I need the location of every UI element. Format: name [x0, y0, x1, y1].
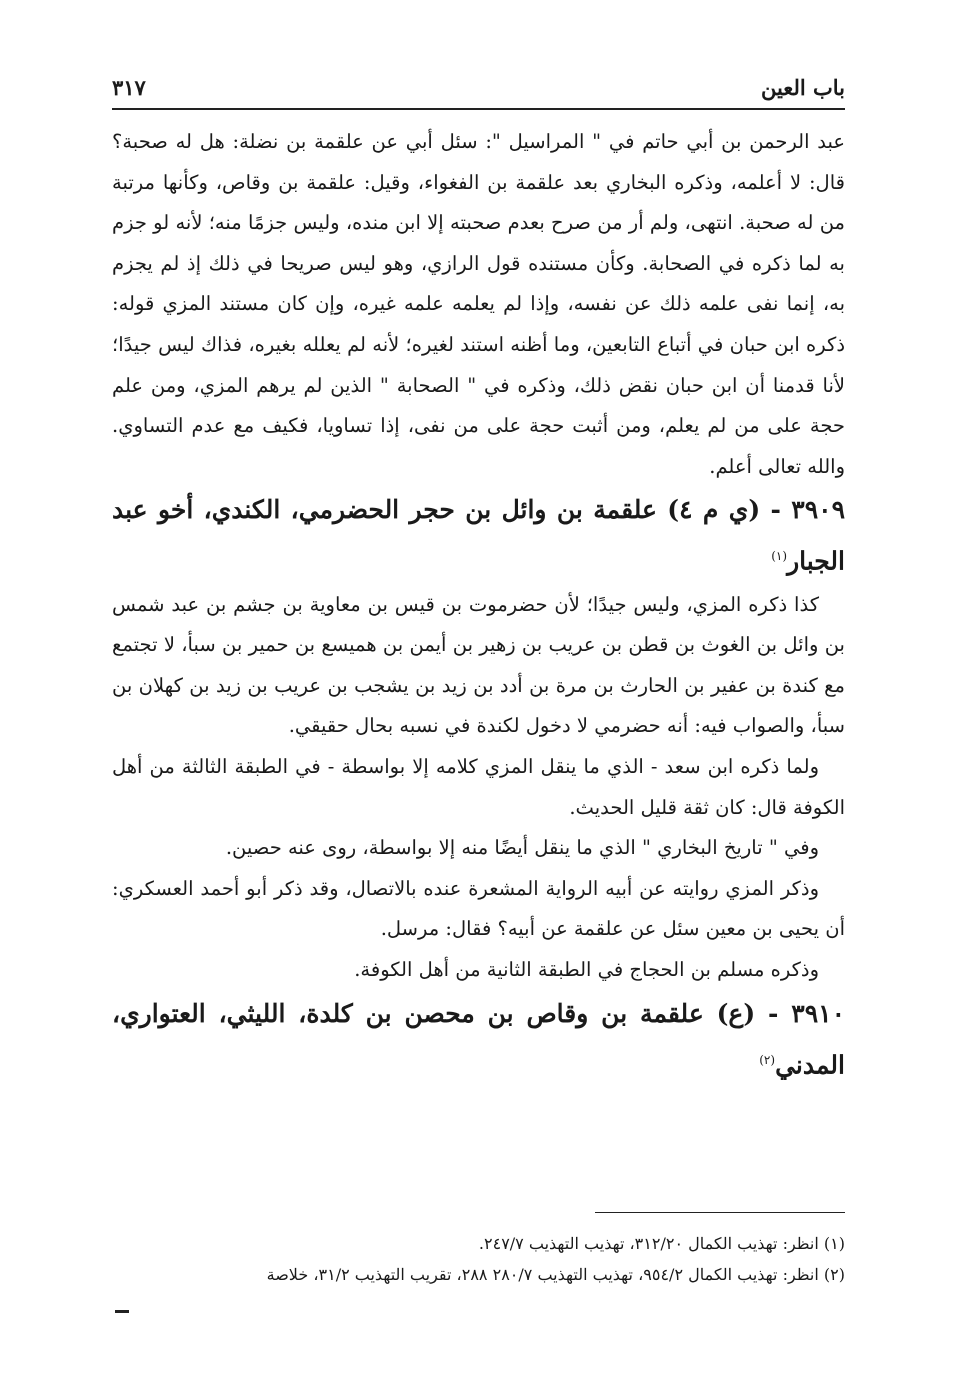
- paragraph-ibn-saad: ولما ذكره ابن سعد - الذي ما ينقل المزي كلامه إلا بواسطة - في الطبقة الثالثة من أهل الكوفة قال: كان ثقة قليل الحديث.: [112, 755, 845, 819]
- entry-heading-3910: [112, 991, 845, 1088]
- running-title: باب العين: [760, 74, 845, 100]
- page-header: [112, 66, 845, 110]
- footnote-ref[interactable]: (١): [771, 549, 788, 564]
- page-body: [112, 122, 845, 1088]
- entry-title: ٣٩١٠ - (ع) علقمة بن وقاص بن محصن بن كلدة، الليثي، العتواري، المدني: [112, 998, 845, 1079]
- footnote-ref[interactable]: (٢): [759, 1052, 776, 1067]
- entry-title: ٣٩٠٩ - (ي م ٤) علقمة بن وائل بن حجر الحضرمي، الكندي، أخو عبد الجبار: [112, 495, 845, 576]
- paragraph-muslim: وذكره مسلم بن الحجاج في الطبقة الثانية من أهل الكوفة.: [354, 958, 819, 982]
- footnotes: [112, 1228, 845, 1290]
- continuation-mark: [115, 1310, 129, 1313]
- paragraph-continuation: عبد الرحمن بن أبي حاتم في " المراسيل ": سئل أبي عن علقمة بن نضلة: هل له صحبة؟ قال: لا أعلمه، وذكره البخاري بعد علقمة بن الفغواء، وقيل: علقمة بن وقاص، وكأنها مرتبة من له صحبة. انتهى، ولم أر من صرح بعدم صحبته إلا ابن منده، وليس جزمًا منه؛ لأنه لو جزم به لما ذكره في الصحابة. وكأن مستنده قول الرازي، وهو ليس صريحا في ذلك إذ لم يجزم به، إنما نفى علمه ذلك عن نفسه، وإذا لم يعلمه علمه غيره، وإن كان مستند المزي قوله: ذكره ابن حبان في أتباع التابعين، وما أظنه استند لغيره؛ لأنه لم يعلله بغيره، فذاك ليس جيدًا؛ لأنا قدمنا أن ابن حبان نقض ذلك، وذكره في " الصحابة " الذين لم يرهم المزي، ومن علم حجة على من لم يعلم، ومن أثبت حجة على من نفى، إذا تساويا، فكيف مع عدم التساوي. والله تعالى أعلم.: [112, 130, 845, 478]
- page-number: ٣١٧: [112, 74, 146, 100]
- paragraph-bukhari-history: وفي " تاريخ البخاري " الذي ما ينقل أيضًا منه إلا بواسطة، روى عنه حصين.: [225, 836, 819, 860]
- footnote-2: (٢) انظر: تهذيب الكمال ٩٥٤/٢، تهذيب التهذيب ٢٨٠/٧ ٢٨٨، تقريب التهذيب ٣١/٢، خلاصة: [266, 1265, 845, 1284]
- paragraph-askari: وذكر المزي روايته عن أبيه الرواية المشعرة عنده بالاتصال، وقد ذكر أبو أحمد العسكري: أن يحيى بن معين سئل عن علقمة عن أبيه؟ فقال: مرسل.: [112, 876, 845, 941]
- footnote-1: (١) انظر: تهذيب الكمال ٣١٢/٢٠، تهذيب التهذيب ٢٤٧/٧.: [478, 1234, 845, 1253]
- footnote-separator: [595, 1212, 845, 1213]
- entry-heading-3909: [112, 487, 845, 584]
- paragraph-lineage: كذا ذكره المزي، وليس جيدًا؛ لأن حضرموت بن قيس بن معاوية بن جشم بن عبد شمس بن وائل بن الغوث بن قطن بن عريب بن زهير بن أيمن بن هميسع بن حمير بن سبأ، لا تجتمع مع كندة بن عفير بن الحارث بن مرة بن أدد بن زيد بن يشجب بن عريب بن زيد بن كهلان بن سبأ، والصواب فيه: أنه حضرمي لا دخول لكندة في نسبه بحال حقيقي.: [112, 592, 845, 738]
